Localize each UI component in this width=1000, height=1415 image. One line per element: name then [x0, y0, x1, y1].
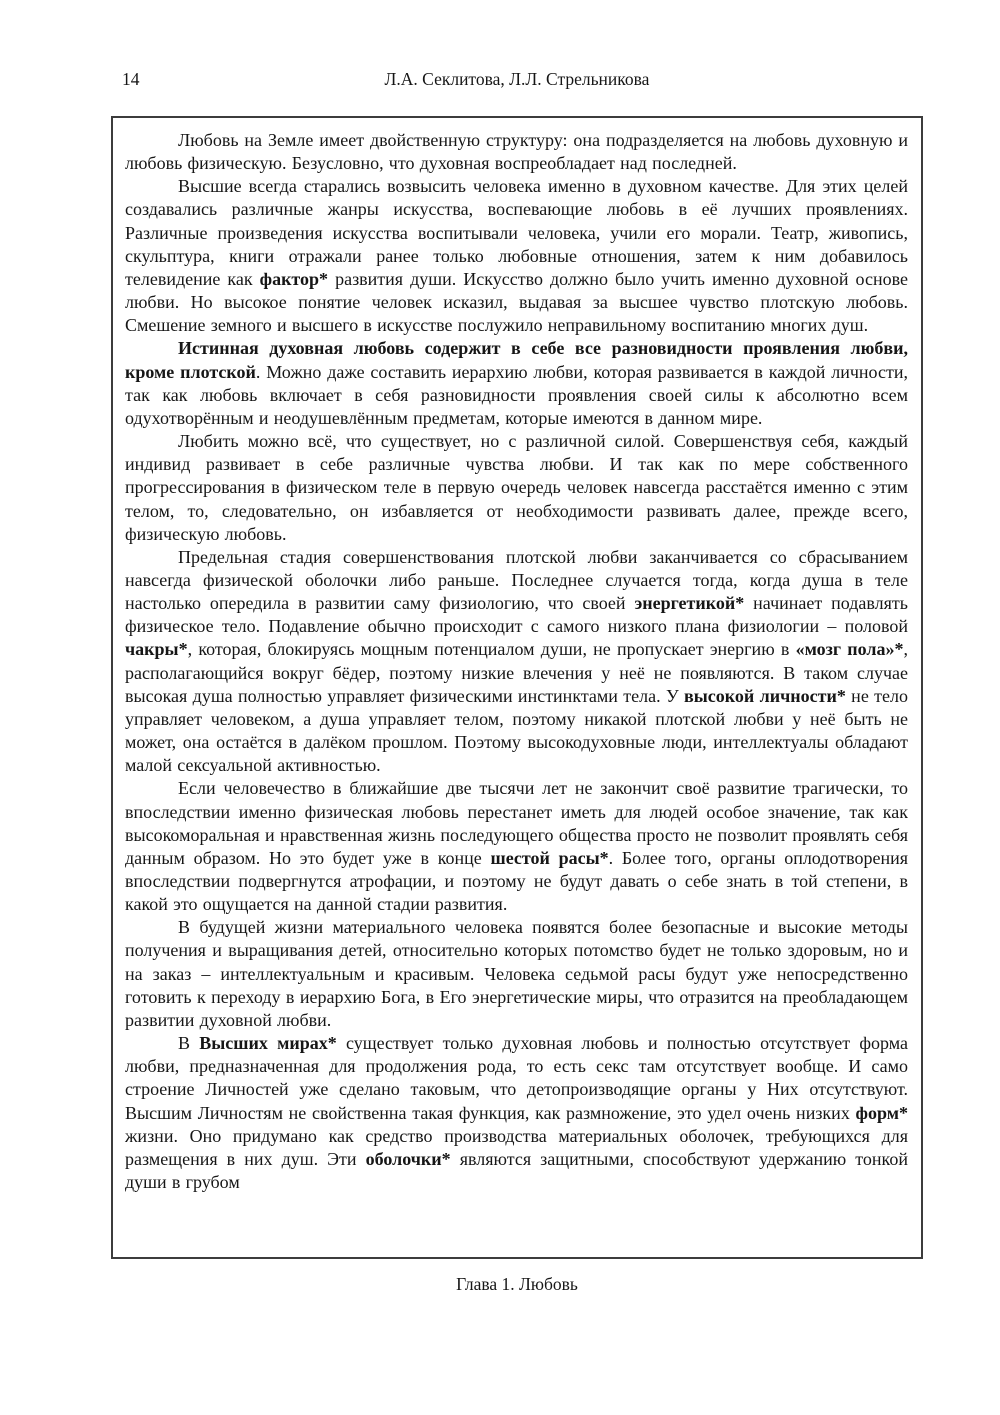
paragraph — [125, 337, 908, 430]
bold-term: чакры* — [125, 639, 188, 660]
text-run: Если человечество в ближайшие две тысячи лет не закончит своё развитие трагически, то впоследствии именно физическая любовь перестанет иметь для людей особое значение, так как высокоморальная и нравственная жизнь последующего общества просто не позволит проявлять себя данным образом. Но это будет уже в конце — [125, 778, 908, 868]
text-run: существует только духовная любовь и полностью отсутствует форма любви, предназначенная для продолжения рода, то есть секс там отсутствует вообще. И само строение Личностей уже сделано таковым, что детопроизводящие органы у Них отсутствуют. Высшим Личностям не свойственна такая функция, как размножение, это удел очень низких — [125, 1033, 908, 1123]
chapter-title: Глава 1. Любовь — [456, 1274, 578, 1294]
text-frame — [111, 116, 923, 1259]
bold-term: оболочки* — [365, 1148, 451, 1169]
page-number: 14 — [122, 69, 140, 89]
text-run: являются защитными, способствуют удержанию тонкой души в грубом — [125, 1148, 909, 1193]
bold-term: фактор* — [259, 268, 329, 289]
text-run: начинает подавлять физическое тело. Подавление обычно происходит с самого низкого плана физиологии – половой — [125, 593, 908, 637]
bold-term: энергетикой* — [634, 593, 745, 614]
text-run: Высшие всегда старались возвысить человека именно в духовном качестве. Для этих целей создавались различные жанры искусства, воспевающие любовь в её лучших проявлениях. Различные произведения искусства воспитывали человека, учили его морали. Театр, живопись, скульптура, книги отражали ранее только любовные отношения, затем к ним добавилось телевидение как — [125, 176, 908, 289]
text-run: развития души. Искусство должно было учить именно духовной основе любви. Но высокое понятие человек исказил, выдавая за высшее чувство плотскую любовь. Смешение земного и высшего в искусстве послужило неправильному воспитанию многих душ. — [125, 268, 908, 336]
running-head — [111, 69, 923, 93]
paragraph — [125, 430, 908, 546]
bold-term: форм* — [855, 1102, 908, 1123]
bold-term: высокой личности* — [684, 685, 846, 706]
running-foot — [111, 1274, 923, 1295]
text-run: В будущей жизни материального человека появятся более безопасные и высокие методы получения и выращивания детей, относительно которых потомство будет не только здоровым, но и на заказ – интеллектуальным и красивым. Человека седьмой расы будут уже непосредственно готовить к переходу в иерархию Бога, в Его энергетические миры, что отразится на преобладающем развитии духовной любви. — [125, 917, 908, 1030]
text-run: . Более того, органы оплодотворения впоследствии подвергнутся атрофации, и поэтому не будут давать о себе знать в той степени, в какой это ощущается на данной стадии развития. — [125, 847, 908, 915]
paragraph — [125, 546, 908, 778]
text-run: В — [178, 1033, 200, 1054]
running-head-authors: Л.А. Секлитова, Л.Л. Стрельникова — [384, 69, 650, 89]
paragraph — [125, 916, 908, 1032]
bold-term: Высших мирах* — [199, 1033, 337, 1054]
bold-term: «мозг пола»* — [795, 639, 904, 660]
bold-term: Истинная духовная любовь содержит в себе все разновидности проявления любви, кроме плотской — [125, 338, 908, 382]
paragraph — [125, 777, 908, 916]
text-run: жизни. Оно придумано как средство производства материальных оболочек, требующихся для размещения в них душ. Эти — [125, 1125, 908, 1169]
paragraph — [125, 175, 908, 337]
bold-term: шестой расы* — [490, 847, 609, 868]
paragraph — [125, 129, 908, 175]
text-run: Любить можно всё, что существует, но с различной силой. Совершенствуя себя, каждый индивид развивает в себе различные чувства любви. И так как по мере собственного прогрессирования в физическом теле в первую очередь человек навсегда расстаётся именно с этим телом, то, следовательно, он избавляется от необходимости развивать далее, прежде всего, физическую любовь. — [125, 431, 908, 544]
text-run: , располагающийся вокруг бёдер, поэтому низкие влечения у неё не появляются. В таком случае высокая душа полностью управляет физическими инстинктами тела. У — [125, 639, 909, 706]
text-run: , которая, блокируясь мощным потенциалом души, не пропускает энергию в — [187, 639, 796, 660]
text-run: Любовь на Земле имеет двойственную структуру: она подразделяется на любовь духовную и любовь физическую. Безусловно, что духовная воспреобладает над последней. — [125, 130, 908, 174]
text-run: . Можно даже составить иерархию любви, которая развивается в каждой личности, так как любовь включает в себя разновидности проявления своей силы к абсолютно всем одухотворённым и неодушевлённым предметам, которые имеются в данном мире. — [125, 361, 908, 428]
text-run: Предельная стадия совершенствования плотской любви заканчивается со сбрасыванием навсегда физической оболочки либо раньше. Последнее случается тогда, когда душа в теле настолько опередила в развитии саму физиологию, что своей — [125, 546, 908, 614]
paragraph — [125, 1032, 908, 1194]
text-run: не тело управляет человеком, а душа управляет телом, поэтому никакой плотской любви у неё быть не может, она остаётся в далёком прошлом. Поэтому высокодуховные люди, интеллектуалы обладают малой сексуальной активностью. — [125, 685, 908, 776]
